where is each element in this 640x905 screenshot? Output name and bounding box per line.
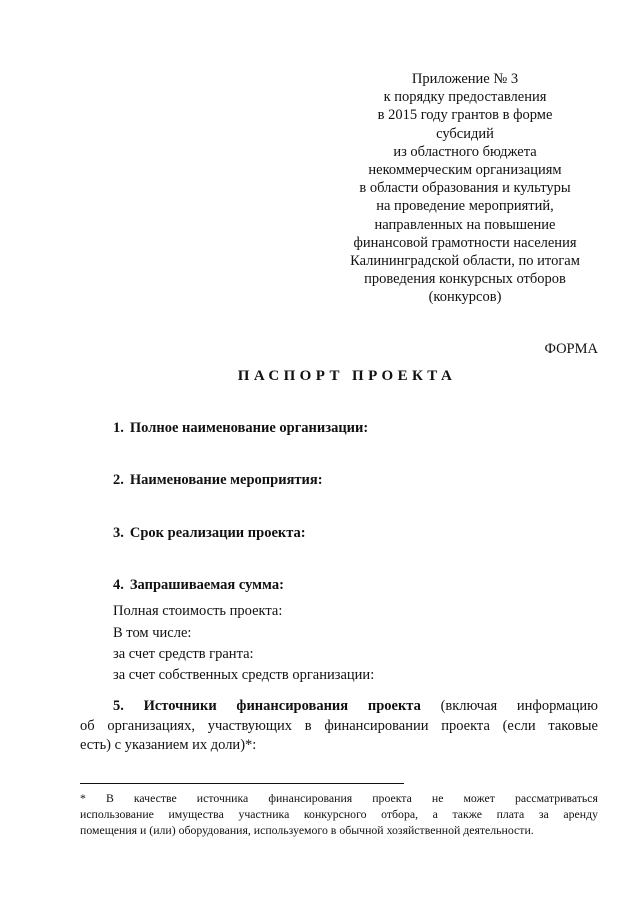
own-funds-line: за счет собственных средств организации: bbox=[113, 667, 375, 683]
form-label: ФОРМА bbox=[544, 341, 598, 357]
paragraph-row bbox=[80, 736, 598, 756]
paragraph-word: проекта bbox=[441, 717, 490, 734]
appendix-line: Приложение № 3 bbox=[411, 71, 519, 87]
footnote-word: проекта bbox=[372, 791, 412, 805]
appendix-line: в области образования и культуры bbox=[359, 180, 571, 197]
paragraph-word: (включая bbox=[440, 698, 498, 714]
footnote-text: помещения и (или) оборудования, используемого в обычной хозяйственной деятельности. bbox=[80, 823, 534, 837]
section-number: 2. bbox=[113, 472, 124, 488]
paragraph-row bbox=[80, 717, 598, 737]
footnote-word: не bbox=[431, 791, 444, 805]
footnote-word: В bbox=[105, 791, 114, 805]
appendix-line: к порядку предоставления bbox=[383, 89, 547, 106]
footnote-word: имущества bbox=[168, 807, 224, 821]
footnote-word: источника bbox=[196, 791, 249, 805]
footnote-word: отбора, bbox=[381, 807, 419, 821]
footnote-row bbox=[80, 822, 598, 838]
appendix-header bbox=[340, 70, 590, 307]
section-3-heading bbox=[113, 525, 306, 542]
section-4-heading bbox=[113, 577, 284, 594]
section-number: 5. bbox=[113, 698, 124, 714]
appendix-line: субсидий bbox=[436, 125, 494, 142]
footnote-word: конкурсного bbox=[303, 807, 367, 821]
section-5-paragraph bbox=[80, 697, 598, 756]
appendix-line: направленных на повышение bbox=[374, 216, 556, 233]
paragraph-word: информацию bbox=[516, 698, 598, 714]
footnote-word: аренду bbox=[563, 807, 598, 821]
paragraph-word: финансировании bbox=[324, 717, 429, 734]
paragraph-word: Источники bbox=[143, 698, 217, 714]
appendix-line: в 2015 году грантов в форме bbox=[377, 107, 553, 124]
document-title: ПАСПОРТ ПРОЕКТА bbox=[237, 368, 457, 384]
footnote-word: рассматриваться bbox=[514, 791, 598, 805]
paragraph-word: (если bbox=[502, 717, 536, 734]
appendix-line: проведения конкурсных отборов bbox=[364, 271, 566, 288]
footnote-word: плата bbox=[496, 807, 525, 821]
appendix-line: (конкурсов) bbox=[428, 289, 502, 306]
paragraph-row bbox=[80, 697, 598, 717]
section-number: 1. bbox=[113, 420, 124, 436]
section-label: Полное наименование организации: bbox=[129, 420, 369, 436]
section-number: 4. bbox=[113, 577, 124, 593]
paragraph-word: организациях, bbox=[107, 717, 195, 734]
section-1-heading bbox=[113, 420, 368, 437]
footnote-word: может bbox=[463, 791, 495, 805]
footnote-row bbox=[80, 806, 598, 822]
section-label: Наименование мероприятия: bbox=[129, 472, 323, 488]
paragraph-word: таковые bbox=[548, 717, 598, 734]
full-cost-line: Полная стоимость проекта: bbox=[113, 603, 283, 619]
paragraph-word: об bbox=[80, 717, 95, 734]
section-label: Срок реализации проекта: bbox=[129, 525, 306, 541]
paragraph-word: финансирования bbox=[236, 698, 349, 714]
including-line: В том числе: bbox=[113, 625, 192, 641]
appendix-line: на проведение мероприятий, bbox=[376, 198, 554, 215]
footnote-word: участника bbox=[238, 807, 290, 821]
footnote-word: а bbox=[432, 807, 438, 821]
paragraph-word: в bbox=[304, 717, 312, 734]
appendix-line: некоммерческим организациям bbox=[368, 162, 562, 179]
paragraph-word: проекта bbox=[367, 698, 421, 714]
footnote-word: также bbox=[452, 807, 482, 821]
footnote bbox=[80, 790, 598, 838]
footnote-word: качестве bbox=[133, 791, 177, 805]
footnote-word: * bbox=[80, 791, 86, 805]
section-number: 3. bbox=[113, 525, 124, 541]
footnote-row bbox=[80, 790, 598, 806]
footnote-word: использование bbox=[80, 807, 154, 821]
appendix-line: Калининградской области, по итогам bbox=[350, 253, 580, 270]
section-2-heading bbox=[113, 472, 323, 489]
appendix-line: из областного бюджета bbox=[393, 143, 537, 160]
footnote-divider bbox=[80, 783, 404, 784]
paragraph-text: есть) с указанием их доли)*: bbox=[80, 737, 257, 754]
footnote-word: финансирования bbox=[268, 791, 353, 805]
paragraph-word: участвующих bbox=[207, 717, 293, 734]
footnote-word: за bbox=[538, 807, 549, 821]
section-label: Запрашиваемая сумма: bbox=[129, 577, 284, 593]
grant-funds-line: за счет средств гранта: bbox=[113, 646, 254, 662]
appendix-line: финансовой грамотности населения bbox=[353, 234, 577, 251]
